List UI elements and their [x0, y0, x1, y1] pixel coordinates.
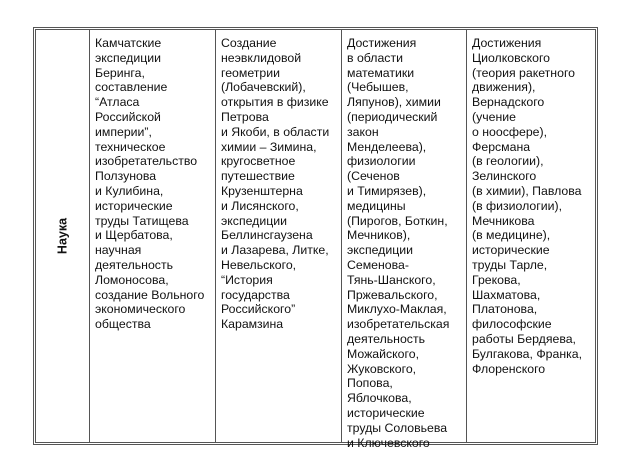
science-table — [33, 27, 598, 450]
cell-first-half-19th-century: Создание неэвклидовой геометрии (Лобачевский), открытия в физике Петрова и Якоби, в области химии – Зимина, кругосветное путешествие Крузенштерна и Лисянского, экспедиции Беллинсгаузена и Лазарева, Литке, Невельского, “История государства Российского” Карамзина — [215, 30, 341, 442]
row-header-label: Наука — [55, 217, 70, 255]
cell-early-20th-century: Достижения Циолковского (теория ракетного движения), Вернадского (учение о ноосфере), Ферсмана (в геологии), Зелинского (в химии), Павлова (в физиологии), Мечникова (в медицине), исторические труды Тарле, Грекова, Шахматова, Платонова, философские работы Бердяева, Булгакова, Франка, Флоренского — [466, 30, 595, 442]
cell-18th-century: Камчатские экспедиции Беринга, составление “Атласа Российской империи”, техническое изобретательство Ползунова и Кулибина, исторические труды Татищева и Щербатова, научная деятельность Ломоносова, создание Вольного экономического общества — [89, 30, 215, 442]
cell-second-half-19th-century: Достижения в области математики (Чебышев, Ляпунов), химии (периодический закон Менделеева), физиологии (Сеченов и Тимирязев), медицины (Пирогов, Боткин, Мечников), экспедиции Семенова- Тянь-Шанского, Пржевальского, Миклухо-Маклая, изобретательская деятельность Можайского, Жуковского, Попова, Яблочкова, исторические труды Соловьева и Ключевского — [341, 30, 466, 442]
row-header-cell — [36, 30, 89, 442]
